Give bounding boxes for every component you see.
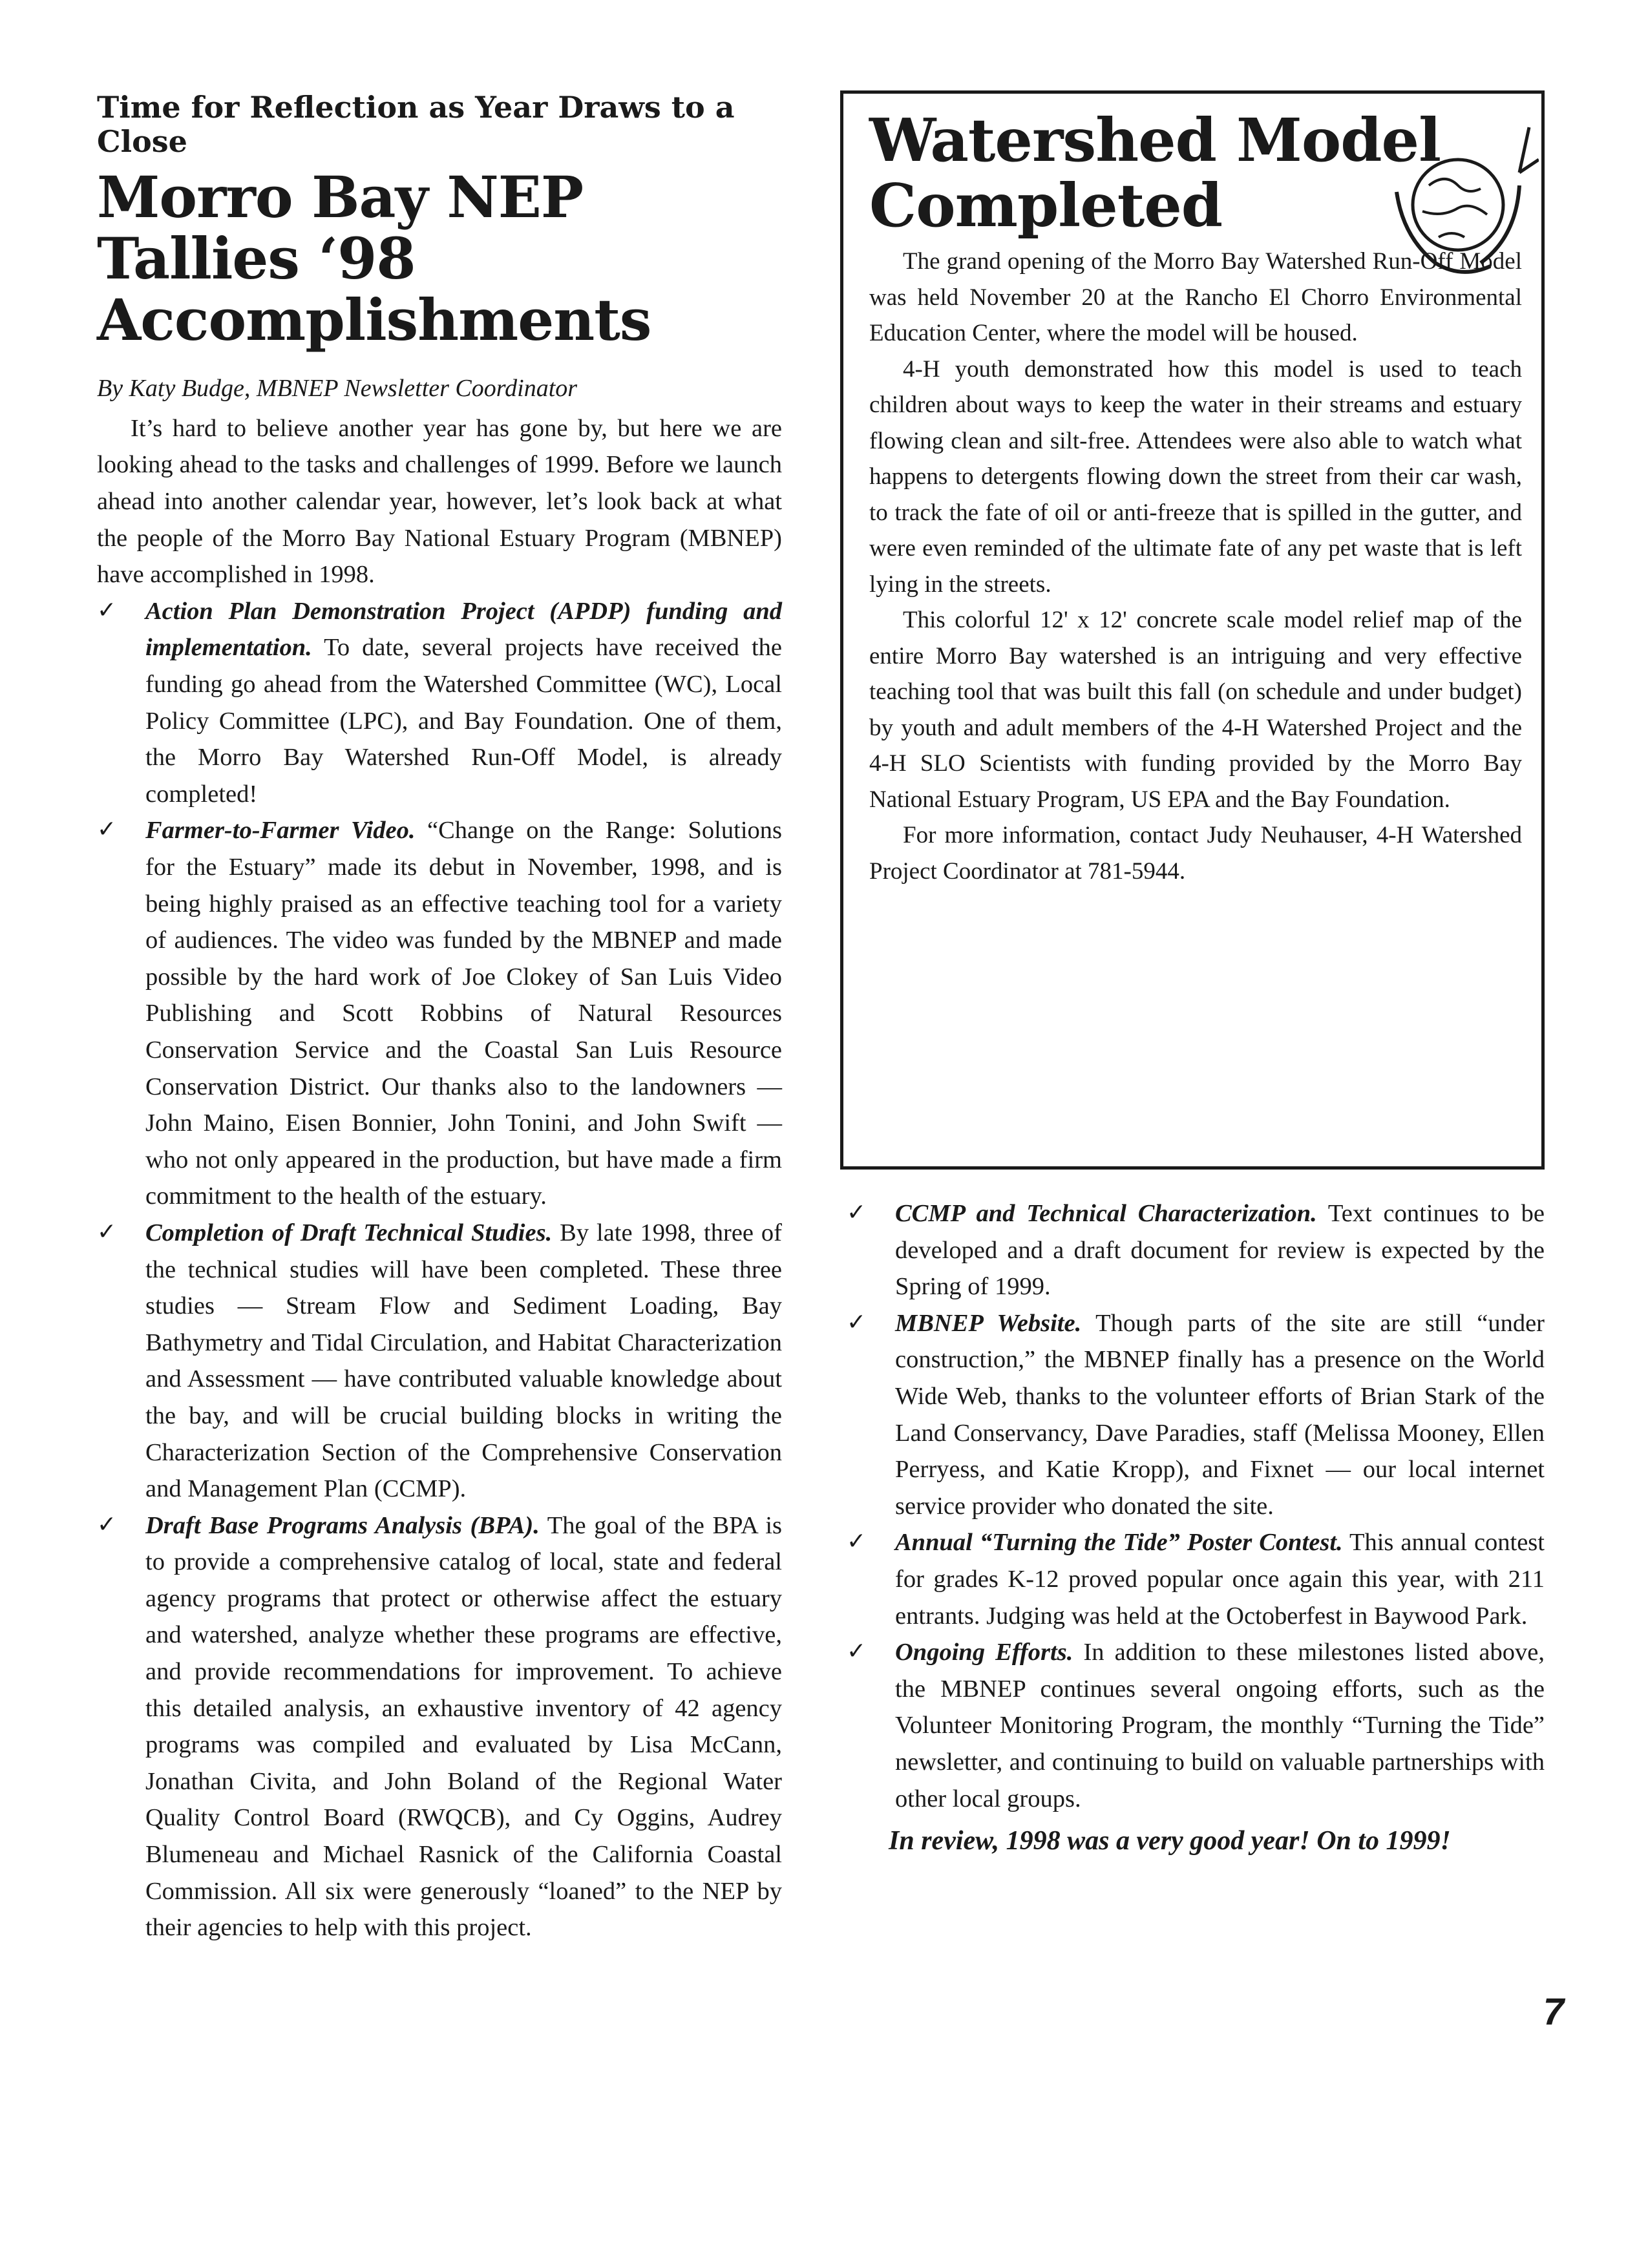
checkmark-icon: ✓ [847,1638,867,1664]
list-item [97,1507,782,1946]
article-headline: Morro Bay NEP Tallies ‘98 Accomplishments [97,163,651,353]
article-intro: It’s hard to believe another year has gone by, but here we are looking ahead to the tasks and challenges of 1999. Before we launch ahead into another calendar year, however, let’s look back at what the people of the Morro Bay National Estuary Program (MBNEP) have accomplished in 1998. [97,414,782,589]
list-item [847,1195,1545,1305]
item-leadin: Completion of Draft Technical Studies. [145,1219,553,1246]
item-leadin: MBNEP Website. [895,1309,1082,1337]
accomplishments-list-continued [840,1195,1545,1817]
item-leadin: Annual “Turning the Tide” Poster Contest. [895,1529,1343,1557]
list-item [847,1524,1545,1634]
checkmark-icon: ✓ [97,816,117,843]
list-item [847,1634,1545,1817]
item-text: “Change on the Range: Solutions for the Estuary” made its debut in November, 1998, and is being highly praised as an effective teaching tool for a variety of audiences. The video was funded by the MBNEP and made possible by the hard work of Joe Clokey of San Luis Video Publishing and Scott Robbins of Natural Resources Conservation Service and the Coastal San Luis Resource Conservation District. Our thanks also to the landowners — John Maino, Eisen Bonnier, John Tonini, and John Swift — who not only appeared in the production, but have made a firm commitment to the health of the estuary. [145,817,782,1210]
sidebar-title: Watershed Model Completed [869,105,1441,241]
item-leadin: Farmer-to-Farmer Video. [145,817,416,845]
list-item [97,593,782,813]
list-item [97,812,782,1215]
article-byline: By Katy Budge, MBNEP Newsletter Coordinator [97,374,578,402]
sidebar-paragraph: The grand opening of the Morro Bay Watershed Run-Off Model was held November 20 at the Rancho El Chorro Environmental Education Center, where the model will be housed. [869,248,1522,347]
sidebar-paragraph: This colorful 12' x 12' concrete scale model relief map of the entire Morro Bay watershed is an intriguing and very effective teaching tool that was built this fall (on schedule and under budget) by youth and adult members of the 4-H Watershed Project and the 4-H SLO Scientists with funding provided by the Morro Bay National Estuary Program, US EPA and the Bay Foundation. [869,607,1522,813]
item-text: This annual contest for grades K-12 proved popular once again this year, with 211 entrants. Judging was held at the Octoberfest in Baywood Park. [895,1529,1545,1630]
item-text: The goal of the BPA is to provide a comprehensive catalog of local, state and federal agency programs that protect or otherwise affect the estuary and watershed, analyze whether these programs are effective, and provide recommendations for improvement. To achieve this detailed analysis, an exhaustive inventory of 42 agency programs was compiled and evaluated by Lisa McCann, Jonathan Civita, and John Boland of the Regional Water Quality Control Board (RWQCB), and Cy Oggins, Audrey Blumeneau and Michael Rasnick of the California Coastal Commission. All six were generously “loaned” to the NEP by their agencies to help with this project. [145,1511,782,1942]
accomplishments-list [97,593,782,1946]
checkmark-icon: ✓ [97,596,117,623]
sidebar-paragraph: For more information, contact Judy Neuhauser, 4-H Watershed Project Coordinator at 781-5944. [869,822,1522,885]
item-leadin: Action Plan Demonstration Project (APDP) funding and implementation. [145,597,782,662]
checkmark-icon: ✓ [97,1218,117,1244]
list-item [97,1215,782,1507]
item-text: By late 1998, three of the technical studies will have been completed. These three studies — Stream Flow and Sediment Loading, Bay Bathymetry and Tidal Circulation, and Habitat Characterization and Assessment — have contributed valuable knowledge about the bay, and will be crucial building blocks in writing the Characterization Section of the Comprehensive Conservation and Management Plan (CCMP). [145,1219,783,1503]
sidebar-box [840,90,1545,1170]
article-kicker: Time for Reflection as Year Draws to a Close [97,90,735,159]
hands-holding-globe-icon [1377,108,1539,302]
item-text: Text continues to be developed and a draft document for review is expected by the Spring of 1999. [895,1200,1545,1301]
item-text: Though parts of the site are still “under construction,” the MBNEP finally has a presence on the World Wide Web, thanks to the volunteer efforts of Brian Stark of the Land Conservancy, Dave Paradies, staff (Melissa Mooney, Ellen Perryess, and Katie Kropp), and Fixnet — our local internet service provider who donated the site. [895,1309,1545,1520]
checkmark-icon: ✓ [847,1528,867,1555]
checkmark-icon: ✓ [847,1199,867,1225]
sidebar-paragraph: 4-H youth demonstrated how this model is used to teach children about ways to keep the water in their streams and estuary flowing clean and silt-free. Attendees were also able to watch what happens to detergents flowing down the street from their car wash, to track the fate of oil or anti-freeze that is spilled in the gutter, and were even reminded of the ultimate fate of any pet waste that is left lying in the streets. [869,355,1522,598]
checkmark-icon: ✓ [847,1308,867,1335]
item-text: To date, several projects have received the funding go ahead from the Watershed Committee (WC), Local Policy Committee (LPC), and Bay Foundation. One of them, the Morro Bay Watershed Run-Off Model, is already completed! [145,634,782,808]
page-number: 7 [1543,1991,1564,2033]
main-article [97,90,782,1946]
closing-line: In review, 1998 was a very good year! On to 1999! [889,1826,1451,1856]
checkmark-icon: ✓ [97,1511,117,1537]
item-leadin: Ongoing Efforts. [895,1639,1073,1666]
item-leadin: Draft Base Programs Analysis (BPA). [145,1511,540,1539]
item-text: In addition to these milestones listed above, the MBNEP continues several ongoing efforts, such as the Volunteer Monitoring Program, the monthly “Turning the Tide” newsletter, and continuing to build on valuable partnerships with other local groups. [895,1639,1545,1812]
list-item [847,1305,1545,1525]
right-column [840,90,1545,1862]
item-leadin: CCMP and Technical Characterization. [895,1200,1317,1227]
